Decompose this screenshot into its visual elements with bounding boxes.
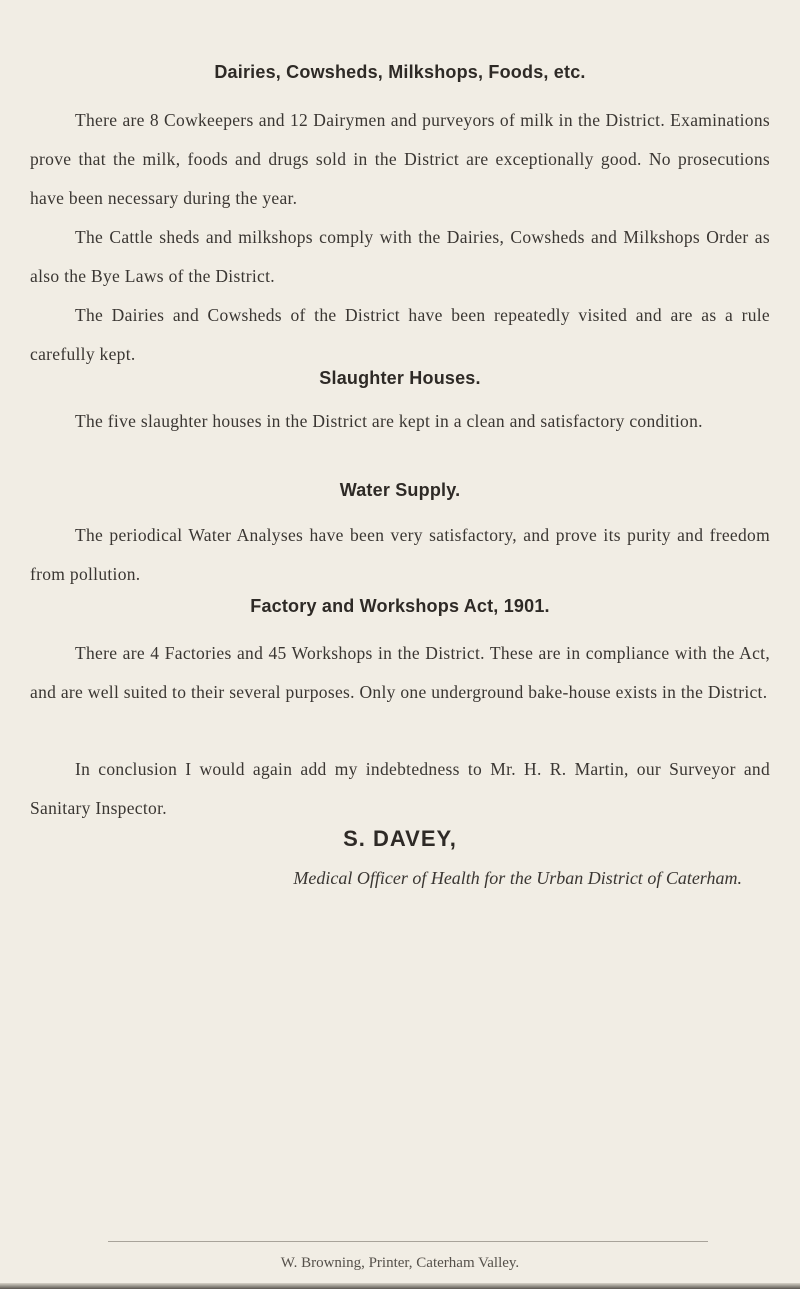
- footer-divider: [108, 1241, 708, 1242]
- heading-water-supply: [0, 480, 800, 501]
- heading-dairies: [0, 62, 800, 83]
- section-heading: Water Supply.: [339, 480, 461, 500]
- section-heading: Slaughter Houses.: [319, 368, 481, 388]
- printer-footer: W. Browning, Printer, Caterham Valley.: [280, 1255, 520, 1271]
- signature-office: Medical Officer of Health for the Urban District of Caterham.: [293, 868, 742, 888]
- paragraph-slaughter-houses: The five slaughter houses in the District are kept in a clean and satisfactory condition.: [75, 411, 703, 431]
- paragraph-water-supply: The periodical Water Analyses have been very satisfactory, and prove its purity and freedom from pollution.: [30, 525, 770, 584]
- signature-name: S. DAVEY,: [343, 826, 457, 851]
- paragraph-cattle-sheds: The Cattle sheds and milkshops comply with the Dairies, Cowsheds and Milkshops Order as also the Bye Laws of the District.: [30, 227, 770, 286]
- paragraph-cowkeepers: There are 8 Cowkeepers and 12 Dairymen and purveyors of milk in the District. Examinations prove that the milk, foods and drugs sold in the District are exceptionally good. No prosecutions have been necessary during the year.: [30, 110, 770, 208]
- heading-factory-workshops: [0, 596, 800, 617]
- section-heading: Dairies, Cowsheds, Milkshops, Foods, etc.: [214, 62, 586, 82]
- page-edge: [0, 1283, 800, 1289]
- heading-slaughter-houses: [0, 368, 800, 389]
- paragraph-factories: There are 4 Factories and 45 Workshops in the District. These are in compliance with the Act, and are well suited to their several purposes. Only one underground bake-house exists in the District.: [30, 643, 770, 702]
- paragraph-dairies-visited: The Dairies and Cowsheds of the District have been repeatedly visited and are as a rule carefully kept.: [30, 305, 770, 364]
- section-heading: Factory and Workshops Act, 1901.: [250, 596, 550, 616]
- paragraph-conclusion: In conclusion I would again add my indebtedness to Mr. H. R. Martin, our Surveyor and Sanitary Inspector.: [30, 759, 770, 818]
